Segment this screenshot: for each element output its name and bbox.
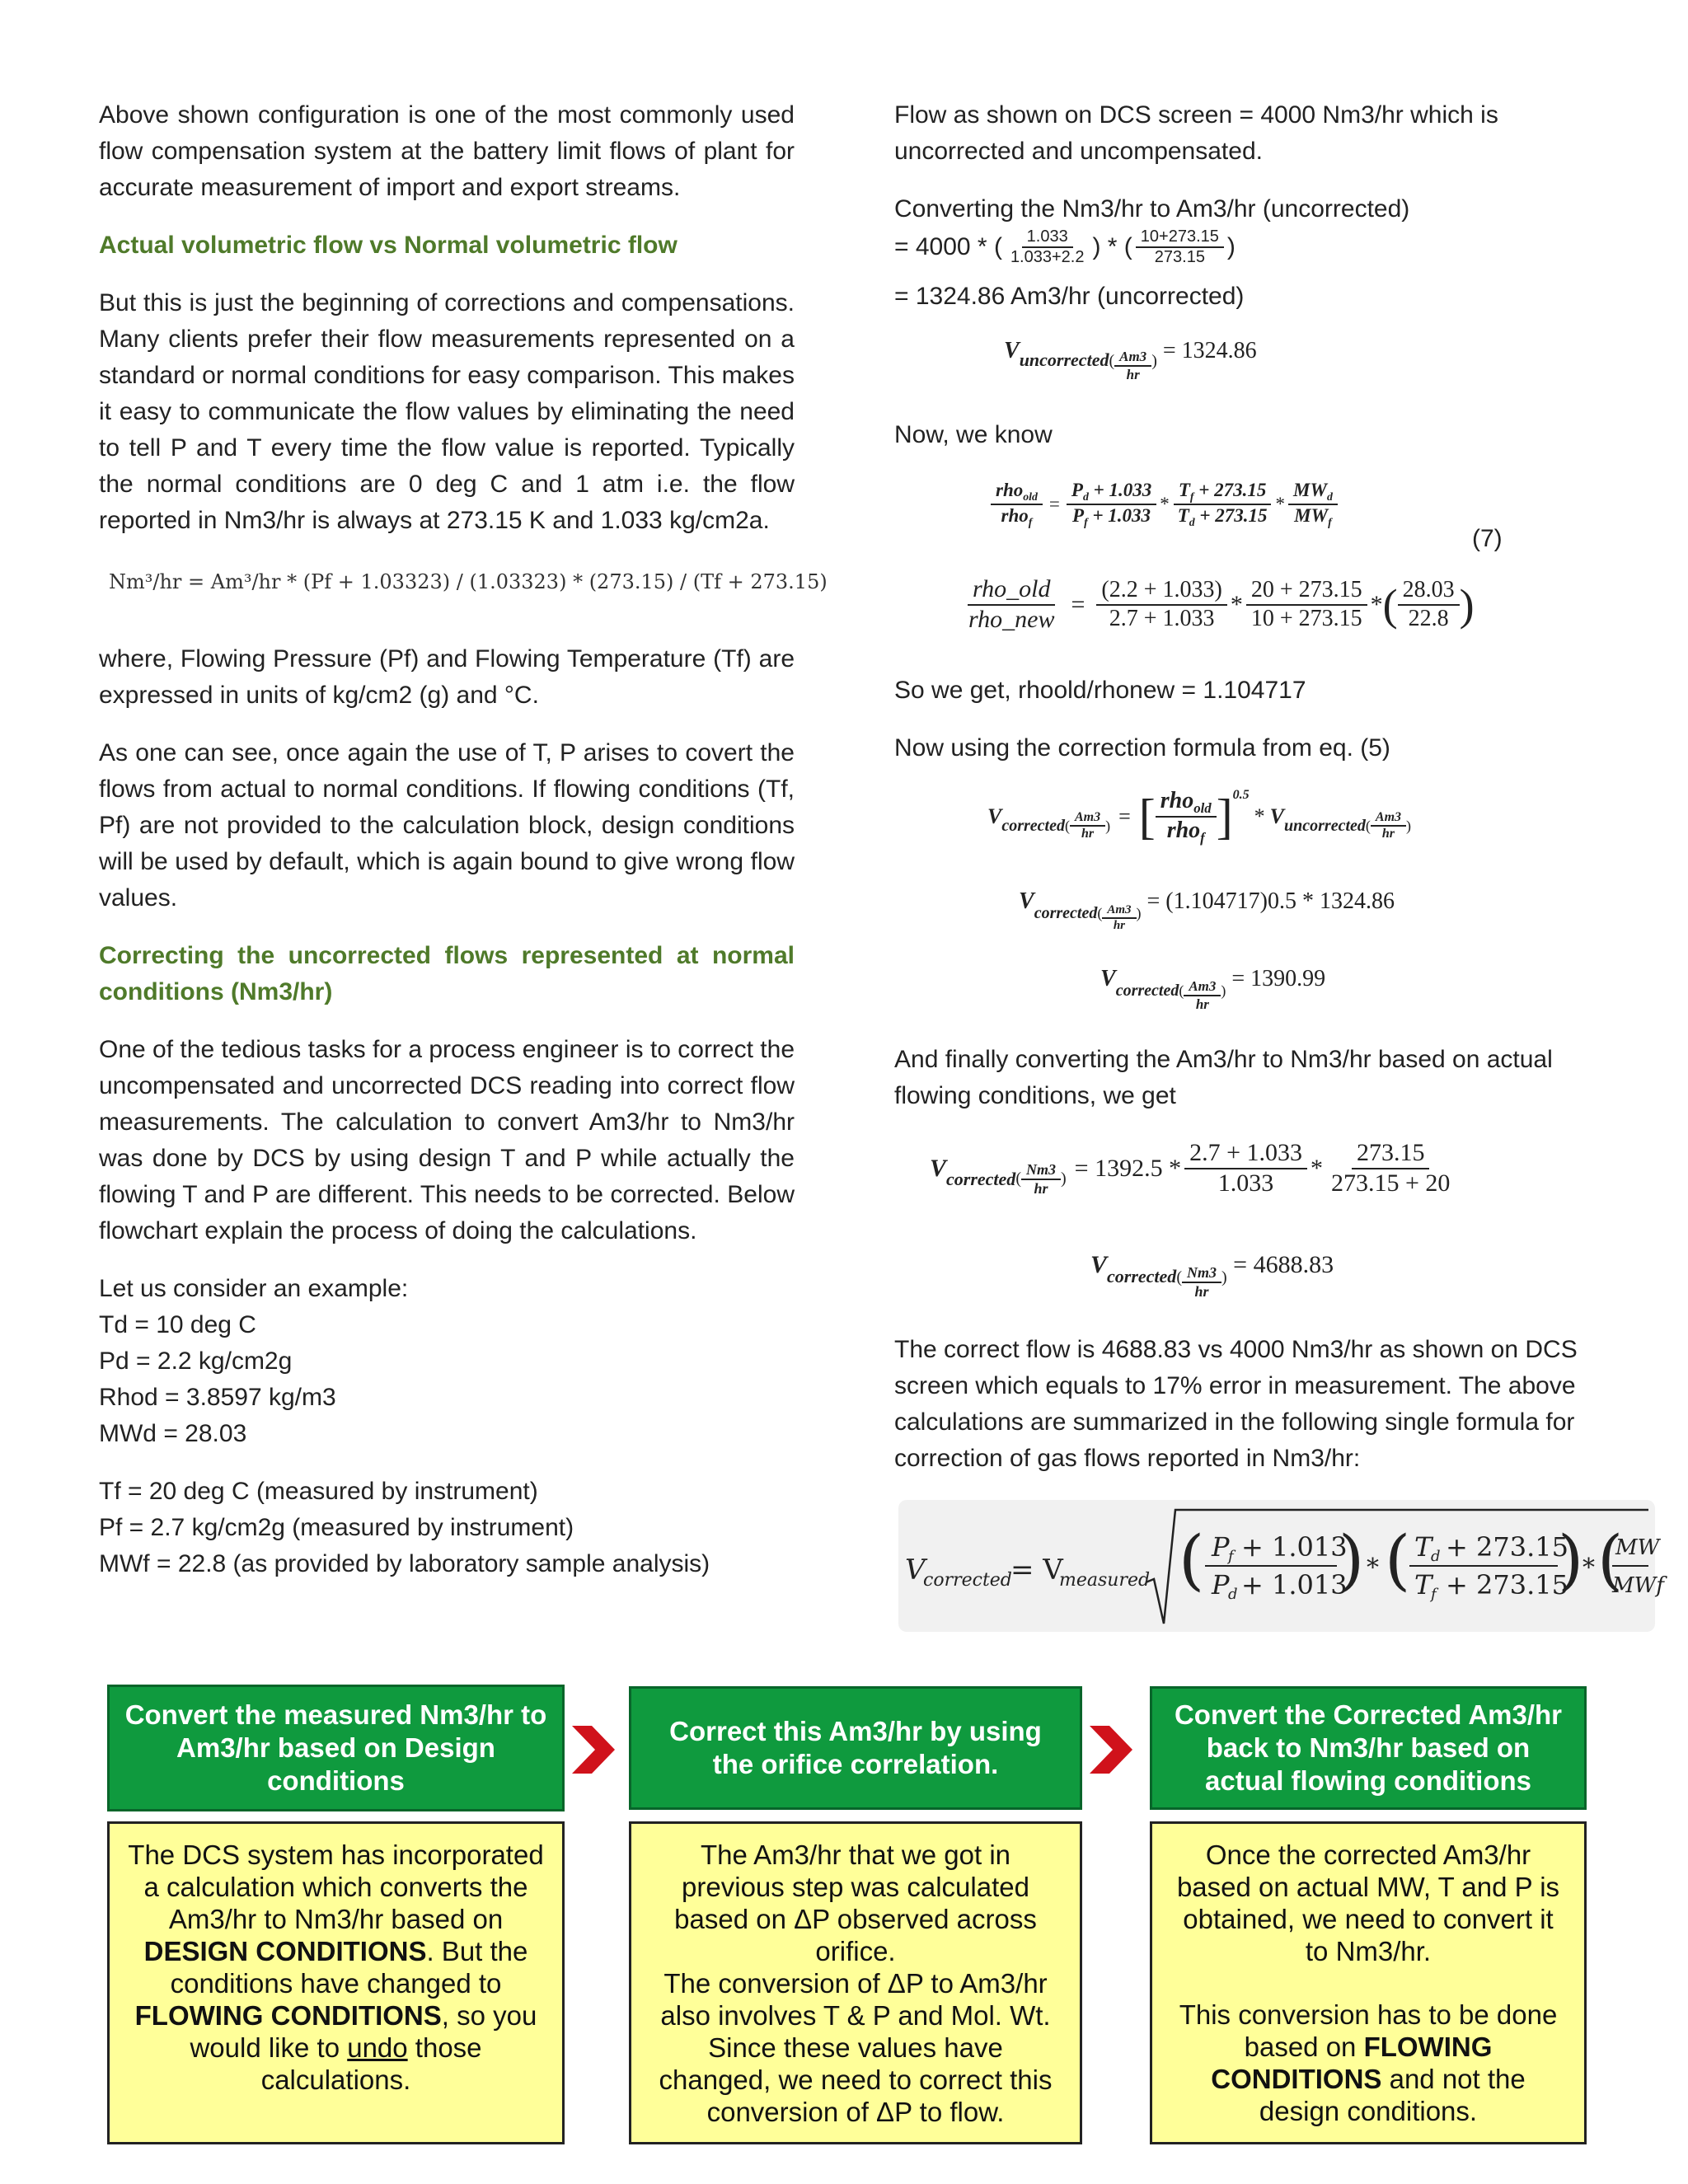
equation-number: (7) [1472, 525, 1503, 552]
finally-paragraph: And finally converting the Am3/hr to Nm3/hr based on actual flowing conditions, we get [894, 1046, 1553, 1109]
intro-paragraph: Above shown configuration is one of the most commonly used flow compensation system at the battery limit flows of plant for accurate measurement of import and export streams. [99, 101, 795, 201]
svg-text:P: P [1212, 1569, 1230, 1601]
chevron-right-icon [1086, 1722, 1136, 1777]
svg-text:*: * [1367, 1554, 1379, 1582]
svg-text:MW: MW [1615, 1535, 1660, 1560]
rho-new-label: rho_new [968, 605, 1055, 633]
flow-note-2: The Am3/hr that we got in previous step was calculated based on ΔP observed across orifice. The conversion of ΔP to Am3/hr also involves T & P and Mol. Wt. Since these values have changed, we need to correct this conversion of ΔP to flow. [629, 1821, 1082, 2144]
rho-den3: 22.8 [1408, 605, 1449, 631]
flow-note-1: The DCS system has incorporated a calculation which converts the Am3/hr to Nm3/hr based on DESIGN CONDITIONS. But the conditions have changed to FLOWING CONDITIONS, so you would like to undo those calculations. [107, 1821, 565, 2144]
v-uncorrected-value: = 1324.86 [1162, 338, 1257, 363]
design-density: Rhod = 3.8597 kg/m3 [99, 1384, 336, 1411]
v-corrected-am3: $V_{corrected(}$ $\frac{Am3}{hr}$ $_)$ = 1390.99 [1100, 966, 1326, 1012]
svg-text:): ) [1339, 1521, 1365, 1598]
svg-text:corrected: corrected [923, 1570, 1012, 1591]
nm3-conversion-formula: Nm³/hr = Am³/hr * (Pf + 1.03323) / (1.03323) * (273.15) / (Tf + 273.15) [109, 570, 828, 593]
section-heading-correcting: Correcting the uncorrected flows represented at normal conditions (Nm3/hr) [99, 942, 795, 1005]
flowing-molecular-weight: MWf = 22.8 (as provided by laboratory sample analysis) [99, 1550, 710, 1577]
svg-text:P: P [1212, 1531, 1230, 1563]
rho-old-label: rho_old [968, 575, 1055, 606]
summary-formula [898, 1500, 1664, 1632]
conversion-result: = 1324.86 Am3/hr (uncorrected) [894, 283, 1245, 310]
svg-text:): ) [1558, 1521, 1584, 1598]
section-heading-actual-vs-normal: Actual volumetric flow vs Normal volumetric flow [99, 232, 678, 259]
svg-text:d: d [1228, 1586, 1238, 1603]
v-corrected-expression: = (1.104717)0.5 * 1324.86 [1146, 888, 1395, 914]
svg-text:= V: = V [1010, 1554, 1063, 1586]
svg-text:measured: measured [1059, 1570, 1151, 1591]
v-corrected-am3-value: = 1390.99 [1231, 966, 1326, 991]
density-ratio-numeric: $\frac{\text{rho\_old}}{\text{rho\_new}}$ = $\frac{(2.2 + 1.033)}{2.7 + 1.033}$ * $\frac{20 + 273.15}{10 + 273.15}$ * ( $\frac{28.03}{22.8}$ ) [960, 575, 1475, 634]
temperature-ratio-fraction [1136, 227, 1224, 267]
flowing-temperature: Tf = 20 deg C (measured by instrument) [99, 1478, 538, 1505]
rho-num3: 28.03 [1398, 577, 1460, 605]
v-corrected-substitution: $V_{corrected(}$ $\frac{Am3}{hr}$ $_)$ = (1.104717)0.5 * 1324.86 [1019, 888, 1395, 933]
svg-text:+ 273.15: + 273.15 [1446, 1531, 1568, 1563]
flowing-pressure: Pf = 2.7 kg/cm2g (measured by instrument) [99, 1514, 574, 1541]
v-corrected-nm3: $V_{corrected(}$ $\frac{Nm3}{hr}$ $_)$ = 4688.83 [1090, 1251, 1334, 1300]
v-corrected-formula: V corrected ( $\frac{Am3}{hr}$ ) = [ $\frac{rho_{old}}{rho_f}$ ] 0.5 * V uncorrected ( $\frac{Am3}{hr}$ ) [987, 788, 1412, 846]
flow-step-1: Convert the measured Nm3/hr to Am3/hr based on Design conditions [107, 1685, 565, 1811]
using-formula: Now using the correction formula from eq. (5) [894, 734, 1390, 762]
conversion-calc: = 4000 * ( $\frac{1.033}{1.033+2.2}$ ) * ( $\frac{10+273.15}{273.15}$ ) [894, 227, 1236, 266]
svg-text:(: ( [1179, 1521, 1205, 1598]
frac1-den: 1.033+2.2 [1010, 248, 1085, 266]
rho-num2: 20 + 273.15 [1246, 577, 1367, 605]
nm3-den1: 1.033 [1217, 1169, 1274, 1197]
rho-den2: 10 + 273.15 [1250, 605, 1362, 631]
left-column [99, 97, 828, 1582]
flow-step-2: Correct this Am3/hr by using the orifice correlation. [629, 1686, 1082, 1810]
svg-text:f: f [1228, 1548, 1234, 1565]
calc-lead: = 4000 * [894, 233, 987, 260]
frac1-num: 1.033 [1022, 227, 1073, 248]
example-block [99, 1271, 795, 1452]
nm3-conversion-equation: V corrected ( $\frac{Nm3}{hr}$ ) = 1392.5 * $\frac{2.7 + 1.033}{1.033}$ * $\frac{273.15}{273.15 + 20}$ [930, 1139, 1458, 1197]
tedious-task-paragraph: One of the tedious tasks for a process engineer is to correct the uncompensated and uncorrected DCS reading into correct flow measurements. The calculation to convert Am3/hr to Nm3/hr was done by DCS by using design T and P while actually the flowing T and P are different. This needs to be corrected. Below flowchart explain the process of doing the calculations. [99, 1036, 795, 1244]
default-design-paragraph: As one can see, once again the use of T, P arises to covert the flows from actual to normal conditions. If flowing conditions (Tf, Pf) are not provided to the calculation block, design conditions will be used by default, which is again bound to give wrong flow values. [99, 739, 795, 912]
nm3-den2: 273.15 + 20 [1331, 1169, 1451, 1197]
ratio-result: So we get, rhoold/rhonew = 1.104717 [894, 677, 1306, 704]
flowing-units-paragraph: where, Flowing Pressure (Pf) and Flowing Temperature (Tf) are expressed in units of kg/cm2 (g) and °C. [99, 645, 795, 709]
svg-text:T: T [1414, 1569, 1432, 1601]
flowing-values-block [99, 1474, 795, 1582]
svg-text:+ 1.013: + 1.013 [1241, 1531, 1348, 1563]
svg-text:T: T [1414, 1531, 1432, 1563]
frac2-num: 10+273.15 [1136, 227, 1224, 248]
svg-text:+ 1.013: + 1.013 [1241, 1569, 1348, 1601]
summary-formula-box [898, 1500, 1664, 1632]
svg-text:+ 273.15: + 273.15 [1446, 1569, 1568, 1601]
converting-paragraph: Converting the Nm3/hr to Am3/hr (uncorrected) [894, 195, 1410, 223]
svg-text:(: ( [1597, 1521, 1624, 1598]
nm3-num1: 2.7 + 1.033 [1184, 1139, 1307, 1169]
pressure-ratio-fraction [1006, 227, 1090, 267]
rho-num1: (2.2 + 1.033) [1096, 577, 1226, 605]
normal-conditions-paragraph: But this is just the beginning of corrections and compensations. Many clients prefer their flow measurements represented on a standard or normal conditions for easy comparison. This makes it easy to communicate the flow values by eliminating the need to tell P and T every time the flow value is reported. Typically the normal conditions are 0 deg C and 1 atm i.e. the flow reported in Nm3/hr is always at 273.15 K and 1.033 kg/cm2a. [99, 289, 795, 534]
flow-step-3: Convert the Corrected Am3/hr back to Nm3/hr based on actual flowing conditions [1150, 1686, 1587, 1810]
v-corrected-nm3-value: = 4688.83 [1233, 1251, 1334, 1278]
conclusion-paragraph: The correct flow is 4688.83 vs 4000 Nm3/hr as shown on DCS screen which equals to 17% error in measurement. The above calculations are summarized in the following single formula for correction of gas flows reported in Nm3/hr: [894, 1336, 1578, 1472]
density-ratio-equation: $\frac{rho_{old}}{rho_f}$ = $\frac{P_d + 1.033}{P_f + 1.033}$ * $\frac{T_f + 273.15}{T_d + 273.15}$ * $\frac{MW_d}{MW_f}$ [987, 480, 1341, 528]
v-uncorrected-equation: $V_{uncorrected(}$ $\frac{Am3}{hr}$ $_)$ = 1324.86 [1004, 338, 1257, 382]
svg-text:d: d [1431, 1548, 1441, 1565]
dcs-flow-paragraph: Flow as shown on DCS screen = 4000 Nm3/hr which is uncorrected and uncompensated. [894, 101, 1498, 165]
chevron-right-icon [569, 1722, 618, 1777]
nm3-num2: 273.15 [1352, 1139, 1430, 1169]
example-intro: Let us consider an example: [99, 1275, 409, 1302]
frac2-den: 273.15 [1154, 248, 1205, 266]
svg-text:MWf: MWf [1612, 1573, 1664, 1598]
rho-den1: 2.7 + 1.033 [1109, 605, 1215, 631]
design-pressure: Pd = 2.2 kg/cm2g [99, 1347, 293, 1375]
now-we-know: Now, we know [894, 421, 1053, 448]
svg-text:*: * [1582, 1554, 1595, 1582]
flow-note-3: Once the corrected Am3/hr based on actual MW, T and P is obtained, we need to convert it to Nm3/hr. This conversion has to be done based on FLOWING CONDITIONS and not the design conditions. [1150, 1821, 1587, 2144]
svg-text:(: ( [1385, 1521, 1411, 1598]
design-temperature: Td = 10 deg C [99, 1311, 256, 1338]
nm3-lead: = 1392.5 * [1074, 1154, 1182, 1182]
design-molecular-weight: MWd = 28.03 [99, 1420, 247, 1447]
svg-text:f: f [1431, 1586, 1437, 1603]
svg-text:V: V [905, 1554, 926, 1586]
